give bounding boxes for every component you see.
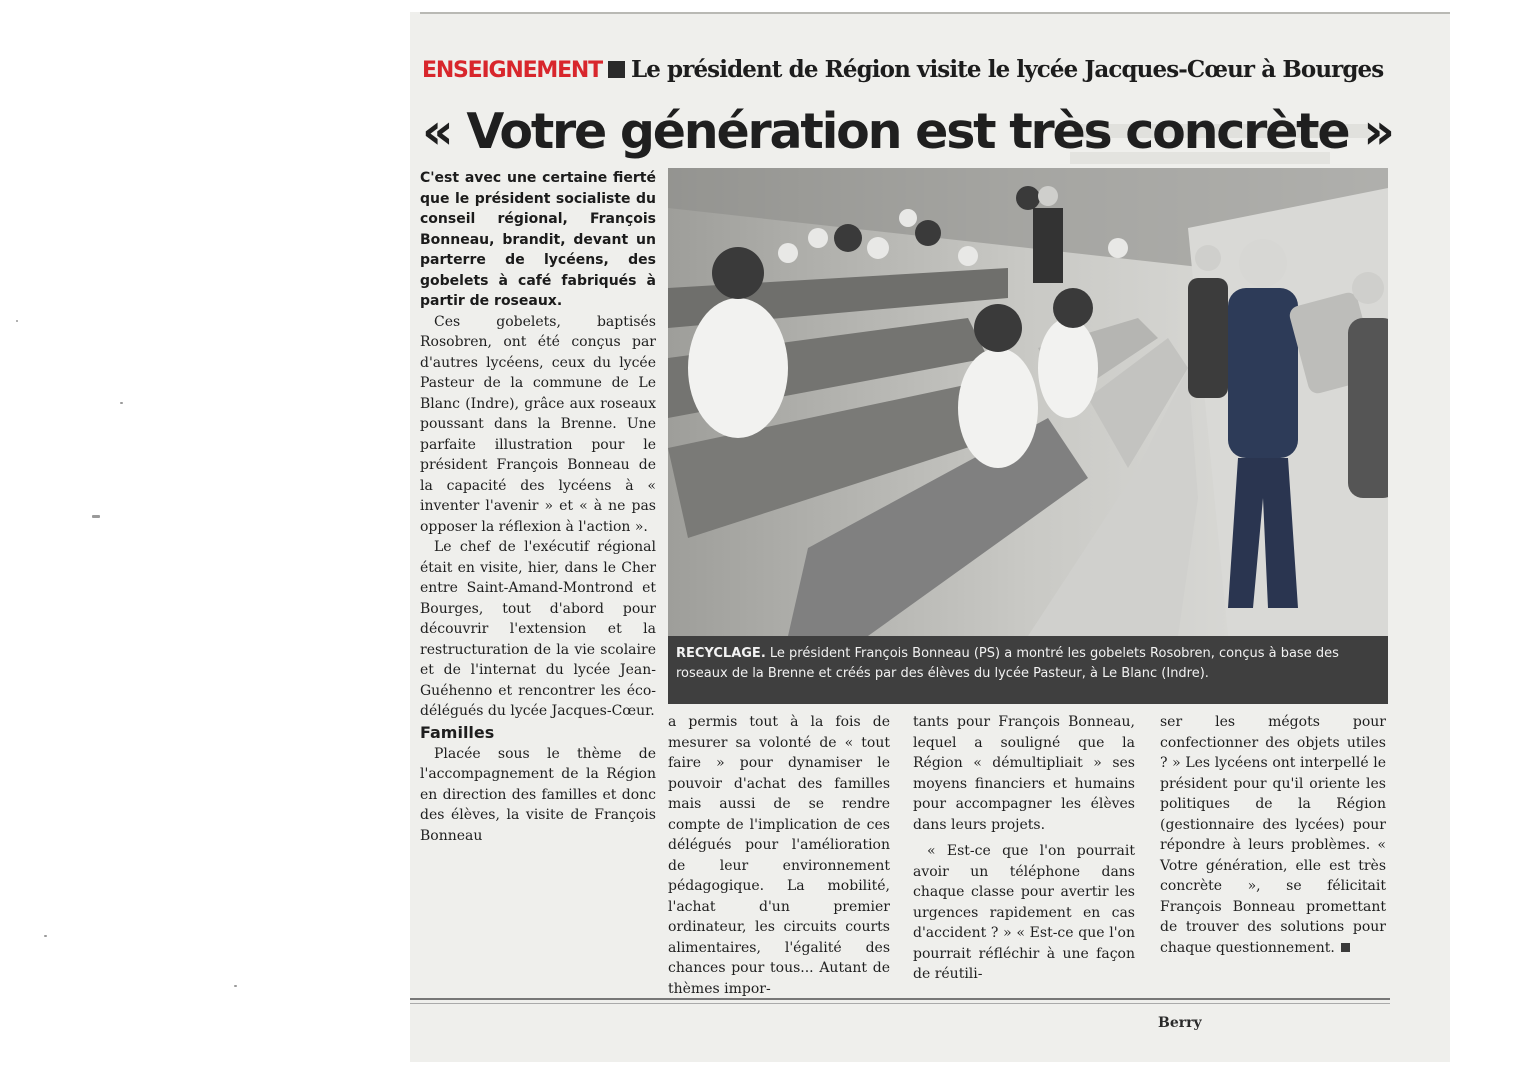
paragraph-text: ser les mégots pour confectionner des objets utiles ? » Les lycéens ont interpellé le président pour qu'il oriente les politiques de la Région (gestionnaire des lycées) pour répondre à leurs problèmes. « Votre génération, elle est très concrète », se félicitait François Bonneau promettant de trouver des solutions pour chaque questionnement. [1160, 714, 1386, 956]
caption-label: RECYCLAGE. [676, 646, 766, 661]
classroom-photo-illustration [668, 168, 1388, 636]
paragraph: tants pour François Bonneau, lequel a souligné que la Région « démultipliait » ses moyens financiers et humains pour accompagner les élèves dans leurs projets. [913, 714, 1135, 833]
article-lead: C'est avec une certaine fierté que le président socialiste du conseil régional, François Bonneau, brandit, devant un parterre de lycéens, des gobelets à café fabriqués à partir de roseaux. [420, 170, 656, 309]
scan-speck [16, 320, 18, 322]
paragraph: Placée sous le thème de l'accompagnement de la Région en direction des familles et donc des élèves, la visite de François Bonneau [420, 745, 656, 844]
text-column-2 [668, 712, 890, 999]
article-subhead: Le président de Région visite le lycée Jacques-Cœur à Bourges [630, 56, 1384, 83]
bottom-rule [410, 998, 1390, 1000]
scan-speck [92, 515, 100, 518]
page-signature: Berry [1158, 1015, 1202, 1031]
paragraph [1160, 712, 1386, 958]
scan-speck [234, 985, 237, 987]
article-kicker [422, 54, 1383, 86]
top-rule [420, 12, 1450, 14]
text-column-3 [913, 712, 1135, 985]
rubric-label: ENSEIGNEMENT [422, 58, 602, 83]
paragraph: « Est-ce que l'on pourrait avoir un téléphone dans chaque classe pour avertir les urgences rapidement en cas d'accident ? » « Est-ce que l'on pourrait réfléchir à une façon de réutili- [913, 843, 1135, 982]
article-headline: « Votre génération est très concrète » [422, 103, 1393, 160]
paragraph: Le chef de l'exécutif régional était en visite, hier, dans le Cher entre Saint-Amand-Montrond et Bourges, tout d'abord pour découvrir l'extension et la restructuration de la vie scolaire et de l'internat du lycée Jean-Guéhenno et rencontrer les éco-délégués du lycée Jacques-Cœur. [420, 539, 656, 719]
end-of-article-icon [1341, 943, 1350, 952]
article-photo [668, 168, 1388, 636]
section-subtitle: Familles [420, 722, 495, 742]
square-separator-icon [608, 61, 625, 78]
scan-speck [120, 402, 123, 404]
text-column-1 [420, 168, 656, 846]
newspaper-clipping [410, 12, 1450, 1062]
paragraph: Ces gobelets, baptisés Rosobren, ont été conçus par d'autres lycéens, ceux du lycée Pasteur de la commune de Le Blanc (Indre), grâce aux roseaux poussant dans la Brenne. Une parfaite illustration pour le président François Bonneau de la capacité des lycéens à « inventer l'avenir » et « à ne pas opposer la réflexion à l'action ». [420, 313, 656, 535]
paragraph: a permis tout à la fois de mesurer sa volonté de « tout faire » pour dynamiser le pouvoir d'achat des familles mais aussi de se rendre compte de l'implication de ces délégués pour l'amélioration de leur environnement pédagogique. La mobilité, l'achat d'un premier ordinateur, les circuits courts alimentaires, l'égalité des chances pour tous... Autant de thèmes impor- [668, 714, 890, 997]
photo-caption [668, 636, 1388, 704]
scan-speck [44, 935, 47, 937]
bottom-rule-thin [410, 1003, 1390, 1004]
text-column-4 [1160, 712, 1386, 958]
caption-text: Le président François Bonneau (PS) a montré les gobelets Rosobren, conçus à base des roseaux de la Brenne et créés par des élèves du lycée Pasteur, à Le Blanc (Indre). [676, 646, 1339, 681]
